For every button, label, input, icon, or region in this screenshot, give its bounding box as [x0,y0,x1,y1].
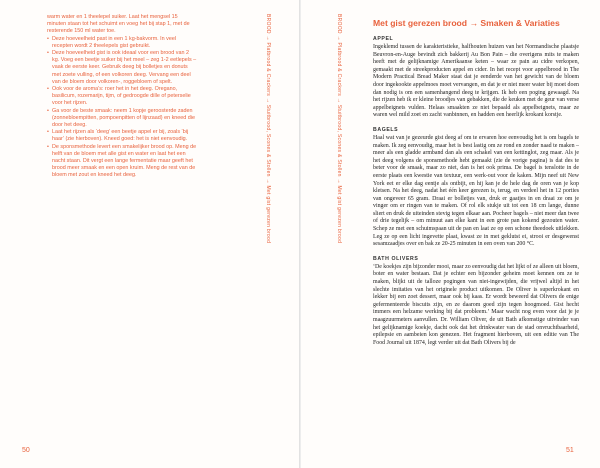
section-text-bagels: Haal wat van je gezeurde gist deeg af om te ervaren hoe eenvoudig het is om bagels te maken. Ik zeg eenvoudig, maar het is best lastig om ze rond en zonder naad te maken – meer als een gladde armband dan als een schakel van een kettinglot, zeg maar. Als je het deeg volgens de sponsmethode hebt gemaakt (zie de vorige pagina) is dat des te beter voor de smaak, maar zo niet, dan is het ook prima. De bagel is tenslotte in de eerste plaats een kwestie van textuur, een werk-out voor de kaken. Mijn neef uit New York eet er elke dag eentje als ontbijt, en hij kan je de hele dag de oren van je kop kletsen. Na het deeg, nadat het één keer gerezen is, terug, en verdeel het in 12 porties van ongeveer 65 gram. Draai er bolletjes van, druk er gaatjes in en draai ze om je vinger om er ringen van te maken. Of rol elk stukje uit tot een 18 cm lange, dunne sliert en druk de uiteinden stevig tegen elkaar aan. Pocheer bagels – niet meer dan twee of drie tegelijk – om minuut aan elke kant in een grote pan kokend gezouten water. Schep ze met een schuimspaan uit de pan en laat ze op een schone theedoek uitlekken. Leg ze op een licht ingevette plaat, kwast ze in met geklutst ei, strooi er desgewenst sesamzaadjes over en bak ze 20-25 minuten in een oven van 200 °C. [373,134,579,248]
left-text-column [47,14,197,180]
left-note: • Ook voor de aroma’s: roer het in het deeg. Oregano, basilicum, rozemarijn, tijm, of gedroogde dille of peterselie voor het rijzen. [47,86,197,108]
left-page [0,0,299,468]
left-intro-paragraph: warm water en 1 theelepel suiker. Laat het mengsel 15 minuten staan tot het schuimt en voeg het bij stap 1, met de resterende 150 ml water toe. [47,14,190,35]
section-heading-bath-olivers: BATH OLIVERS [373,255,419,262]
left-note: • Deze hoeveelheid past in een 1 kg-bakvorm. In veel recepten wordt 2 theelepels gist gebruikt. [47,36,197,50]
section-heading-appel: APPEL [373,36,394,42]
left-running-head: BROOD → Platbrood & Crackers → Stuitbrood, Scones & Stollen → Met gist gerezen brood [265,14,271,244]
section-text-appel: Ingeklemd tussen de karakteristieke, halfhouten huizen van het Normandische plaatsje Beuvron-en-Auge bevindt zich bakkerij Au Bon Pain – die overigens mits te maken heeft met de gelijknamige Amerikaanse keten – waar ze pain au cidre verkopen, gemaakt met de streekproducten appel en cider. In het recept voor appelbrood in The Modern Practical Bread Maker staat dat je eenderde van het gewicht van de bloem door ingekookte appelmoes moet vervangen, en dat je er niet meer water bij moet doen dan nodig is om een samenhangend deeg te krijgen. Ik heb een poging gewaagd. Na het rijzen heb ik er kleine broodjes van gebakken, die de keuken met de geur van verse appelbeignets vulden. Helaas smaakten ze niet bepaald als appelbeignets, maar ze waren wel mild zoet en zacht vanbinnen, en hadden een heerlijk krokant korstje. [373,44,579,119]
left-note: • Deze hoeveelheid gist is ook ideaal voor een brood van 2 kg. Voeg een beetje suiker bij het meel – zeg 1-2 eetlepels – vaak de eerste keer. Gebruik deeg bij bolletjes en donuts met zoete vulling, of een volkoren deeg. Vervang een deel van de bloem door volkoren-, roggebloem of spelt. [47,50,197,86]
right-text-column [373,18,579,347]
section-heading-bagels: BAGELS [373,126,399,133]
right-running-head: BROOD → Platbrood & Crackers → Stuitbrood, Scones & Stollen → Met gist gerezen brood [336,14,342,244]
left-note: • Laat het rijzen als ‘deeg’ een beetje appel er bij, zoals ‘bij haar’ (zie hierboven). Kneed goed: het is niet eenvoudig. [47,129,197,143]
right-page-number: 51 [566,447,574,454]
section-text-bath-olivers: ‘De koekjes zijn bijzonder mooi, maar zo eenvoudig dat het lijkt of ze alleen uit bloem, boter en water bestaan. Dat je echter een bijzonder geheim moet kennen om ze te maken, blijkt uit de talloze pogingen van niet-ingewijden, die vrijwel altijd in het slechte imitaties van het originele product uitkomen. De Oliver is superkrokant en lekker bij een zoet dessert, maar ook bij kaas. Er wordt beweerd dat Olivers de enige gefermenteerde biscuits zijn, en ze daarom goed zijn tegen hoogmoed. Gist hecht immers een helzame werking bij dat probleem.’ Maar wacht nog even voor dat je je maagzuurmeters aanvullen. Dr. William Oliver, de uit Bath afkomstige uitvinder van het gelijknamige koekje, dacht ook dat het drinkwater van de stad onvruchtbaarheid, epilepsie en aambeien kon genezen. Het fragment hierboven, uit een editie van The Food Journal uit 1874, legt verder uit dat Bath Olivers bij de [373,263,579,346]
page-title: Met gist gerezen brood → Smaken & Variaties [373,18,560,28]
left-note: • Ga voor de beste smaak: neem 1 kopje geroosterde zaden (zonnebloempitten, pompoenpitten of lijnzaad) en kneed die door het deeg. [47,108,197,130]
left-note: • De sponsmethode levert een smakelijker brood op. Meng de helft van de bloem met alle gist en water en laat het een nacht staan. Dit vergt een lange fermentatie maar geeft het brood meer smaak en een open kruim. Meng de rest van de bloem met zout en kneed het deeg. [47,144,197,180]
left-page-number: 50 [22,447,30,454]
